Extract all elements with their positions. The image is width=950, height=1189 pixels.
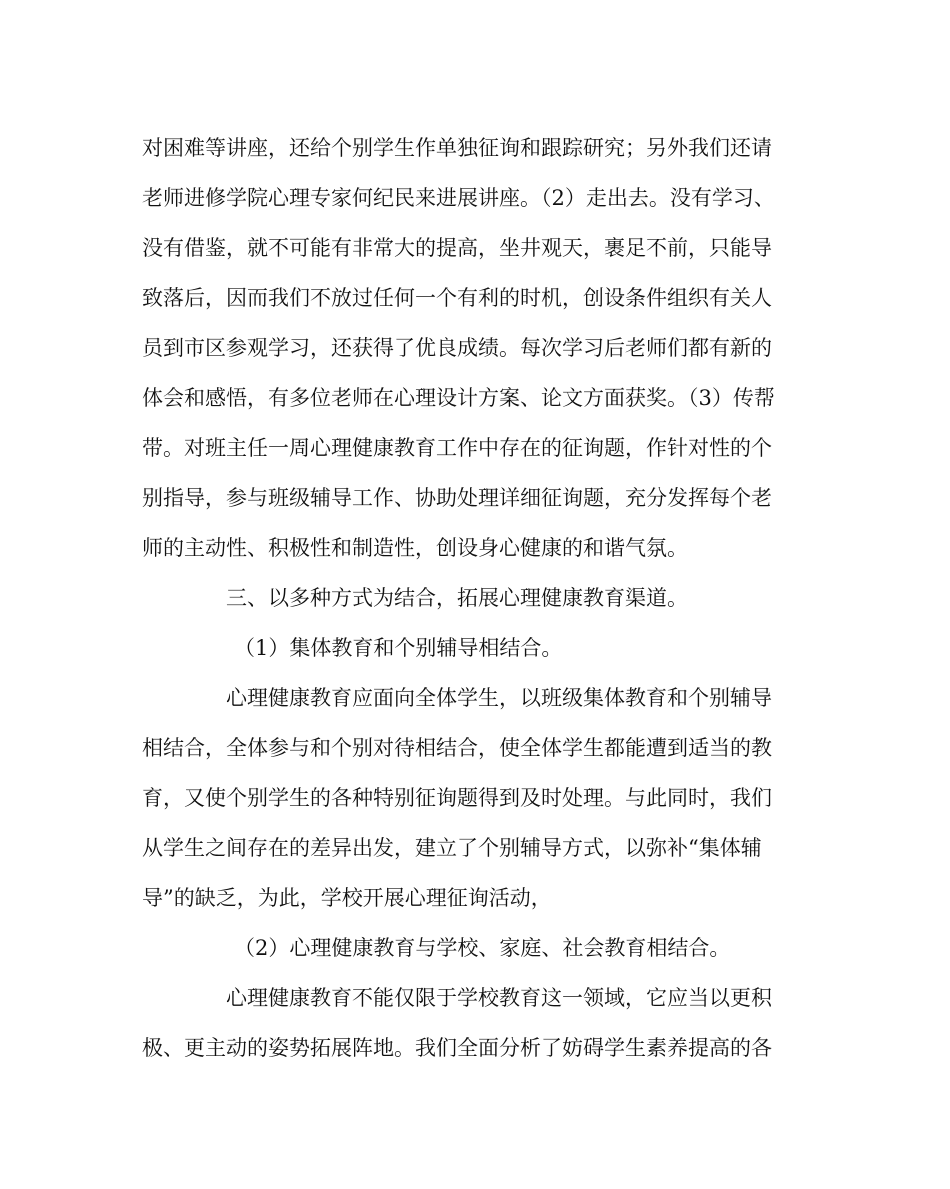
body-line: 相结合，全体参与和个别对待相结合，使全体学生都能遭到适当的教 — [142, 736, 772, 760]
body-line: 从学生之间存在的差异出发，建立了个别辅导方式，以弥补“集体辅 — [142, 836, 762, 860]
body-line: 对困难等讲座，还给个别学生作单独征询和跟踪研究；另外我们还请 — [142, 136, 772, 160]
document-body — [142, 123, 810, 1073]
section-heading: 三、以多种方式为结合，拓展心理健康教育渠道。 — [226, 586, 688, 610]
body-line: 带。对班主任一周心理健康教育工作中存在的征询题，作针对性的个 — [142, 436, 772, 460]
subsection-heading: （2）心理健康教育与学校、家庭、社会教育相结合。 — [234, 936, 731, 960]
body-line: 没有借鉴，就不可能有非常大的提高，坐井观天，裹足不前，只能导 — [142, 236, 772, 260]
body-line: 员到市区参观学习，还获得了优良成绩。每次学习后老师们都有新的 — [142, 336, 772, 360]
body-line: 老师进修学院心理专家何纪民来进展讲座。（2）走出去。没有学习、 — [142, 186, 775, 210]
body-line: 极、更主动的姿势拓展阵地。我们全面分析了妨碍学生素养提高的各 — [142, 1036, 772, 1060]
body-line: 别指导，参与班级辅导工作、协助处理详细征询题，充分发挥每个老 — [142, 486, 772, 510]
body-line: 师的主动性、积极性和制造性，创设身心健康的和谐气氛。 — [142, 536, 688, 560]
body-line: 致落后，因而我们不放过任何一个有利的时机，创设条件组织有关人 — [142, 286, 772, 310]
body-line: 育，又使个别学生的各种特别征询题得到及时处理。与此同时，我们 — [142, 786, 772, 810]
paragraph-first-line: 心理健康教育应面向全体学生，以班级集体教育和个别辅导 — [226, 686, 772, 710]
body-line: 体会和感悟，有多位老师在心理设计方案、论文方面获奖。（3）传帮 — [142, 386, 775, 410]
paragraph-first-line: 心理健康教育不能仅限于学校教育这一领域，它应当以更积 — [226, 986, 772, 1010]
body-line: 导”的缺乏，为此，学校开展心理征询活动， — [142, 886, 552, 910]
subsection-heading: （1）集体教育和个别辅导相结合。 — [234, 636, 563, 660]
